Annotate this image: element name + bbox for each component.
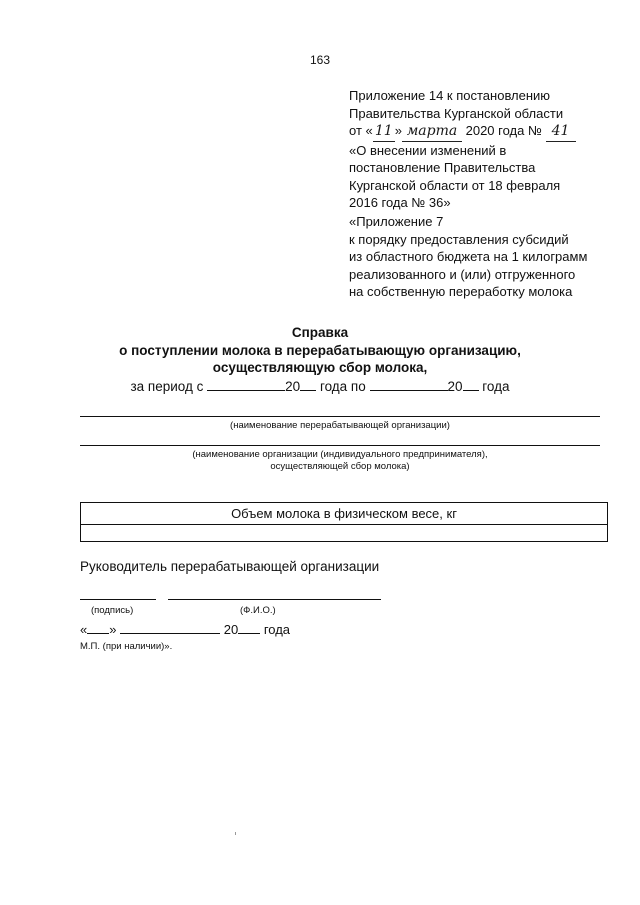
handwritten-month: марта	[402, 123, 462, 142]
date-year-blank[interactable]	[238, 620, 260, 634]
appendix-line-4: «О внесении изменений в	[349, 142, 507, 158]
period-to-blank[interactable]	[370, 377, 448, 391]
milk-volume-table	[80, 502, 608, 542]
appendix-line-5: постановление Правительства	[349, 160, 536, 175]
date-month-blank[interactable]	[120, 620, 220, 634]
processor-caption: (наименование перерабатывающей организации)	[230, 420, 450, 431]
head-of-organization-label: Руководитель перерабатывающей организации	[80, 559, 380, 574]
appendix-line-1: Приложение 14 к постановлению	[349, 88, 551, 103]
date-mid: »	[394, 123, 402, 138]
date-year-suffix: года	[263, 622, 291, 637]
seal-note: М.П. (при наличии)».	[80, 641, 173, 652]
scan-speck	[235, 832, 236, 835]
appendix2-line-2: к порядку предоставления субсидий	[349, 231, 569, 247]
signature-line[interactable]	[80, 599, 156, 600]
milk-volume-cell[interactable]	[81, 525, 607, 542]
quote-close: »	[109, 622, 117, 637]
period-year-2: 20	[447, 379, 463, 394]
title-line-2: о поступлении молока в перерабатывающую организацию,	[119, 342, 521, 358]
title-line-3: осуществляющую сбор молока,	[212, 360, 428, 375]
handwritten-number: 41	[546, 123, 576, 142]
appendix2-line-3: из областного бюджета на 1 килограмм	[349, 249, 588, 264]
handwritten-day: 11	[373, 123, 395, 142]
processor-name-line[interactable]	[80, 416, 600, 417]
period-from-blank[interactable]	[207, 377, 285, 391]
date-year: 2020 года №	[465, 123, 542, 138]
period-mid: года по	[319, 379, 366, 394]
document-title	[0, 324, 640, 377]
period-year-2-blank[interactable]	[463, 377, 479, 391]
collector-caption-line-1: (наименование организации (индивидуального предпринимателя),	[192, 449, 488, 460]
collector-name-line[interactable]	[80, 445, 600, 446]
period-prefix: за период с	[130, 379, 204, 394]
period-year-1: 20	[285, 379, 301, 394]
page-number: 163	[309, 53, 331, 67]
date-day-blank[interactable]	[87, 620, 109, 634]
title-line-1: Справка	[291, 325, 349, 340]
period-line	[0, 377, 640, 394]
full-name-caption: (Ф.И.О.)	[240, 605, 276, 616]
appendix-header	[349, 87, 629, 212]
full-name-line[interactable]	[168, 599, 381, 600]
milk-volume-header: Объем молока в физическом весе, кг	[81, 503, 607, 525]
period-year-1-blank[interactable]	[300, 377, 316, 391]
signature-caption: (подпись)	[91, 605, 134, 616]
quote-open: «	[80, 622, 88, 637]
appendix2-line-4: реализованного и (или) отгруженного	[349, 266, 576, 282]
collector-caption-line-2: осуществляющей сбор молока)	[270, 461, 410, 472]
date-year-label: 20	[223, 622, 239, 637]
appendix2-line-1: «Приложение 7	[349, 214, 444, 229]
appendix-line-6: Курганской области от 18 февраля	[349, 177, 561, 193]
period-suffix: года	[482, 379, 510, 394]
appendix-7-header	[349, 213, 634, 301]
appendix2-line-5: на собственную переработку молока	[349, 284, 573, 299]
appendix-line-2: Правительства Курганской области	[349, 105, 564, 121]
date-prefix: от «	[349, 123, 373, 138]
appendix-line-7: 2016 года № 36»	[349, 195, 451, 210]
collector-caption	[80, 449, 600, 473]
appendix-date-line	[349, 122, 629, 142]
signature-date-row	[80, 620, 290, 637]
